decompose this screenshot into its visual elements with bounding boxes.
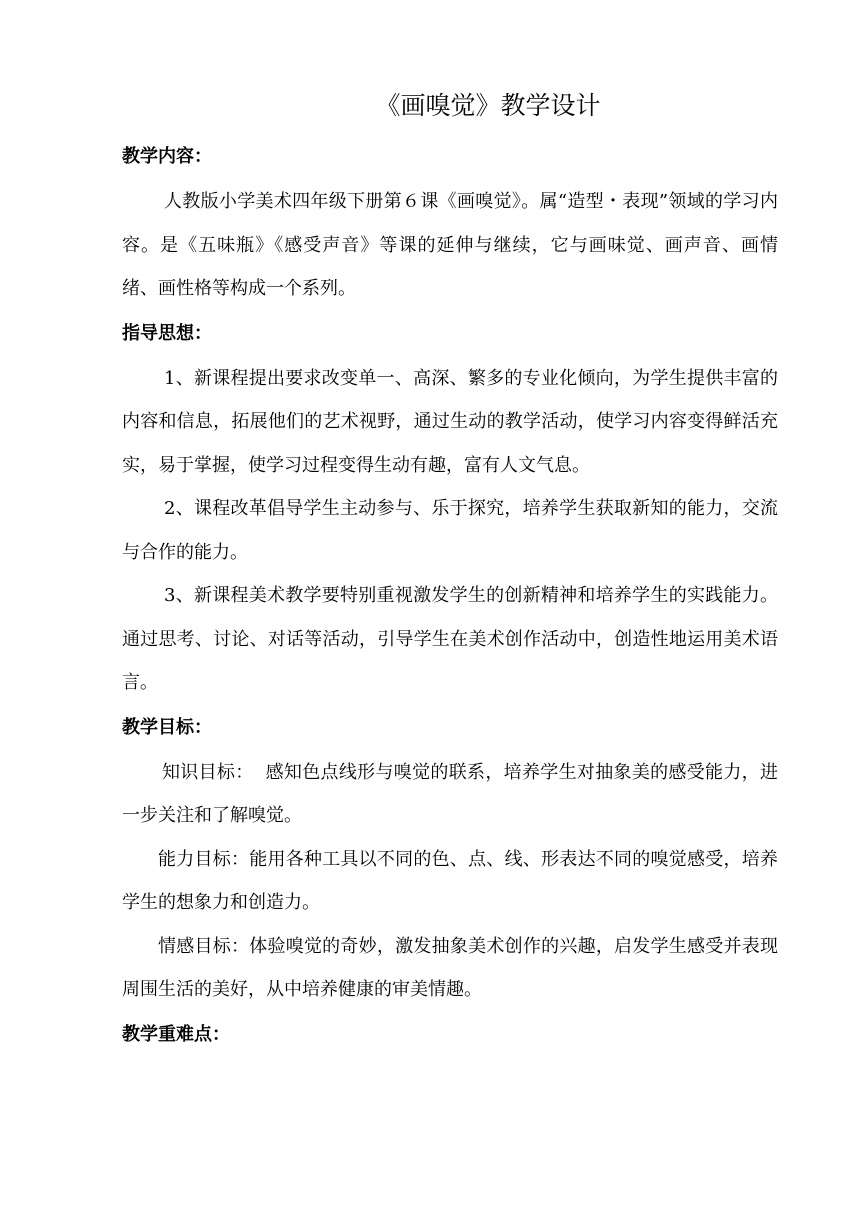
section-heading-guiding-thought: 指导思想： <box>122 322 212 344</box>
ability-goal-paragraph: 能力目标：能用各种工具以不同的色、点、线、形表达不同的嗅觉感受，培养学生的想象力和创造力。 <box>122 848 778 913</box>
document-page <box>122 86 778 1058</box>
section-heading-key-difficulties: 教学重难点： <box>122 1023 230 1045</box>
section-heading-teaching-goals: 教学目标： <box>122 716 212 738</box>
knowledge-goal-paragraph: 知识目标： 感知色点线形与嗅觉的联系，培养学生对抽象美的感受能力，进一步关注和了解嗅觉。 <box>122 761 778 826</box>
guiding-thought-paragraph-1: 1、新课程提出要求改变单一、高深、繁多的专业化倾向，为学生提供丰富的内容和信息，拓展他们的艺术视野，通过生动的教学活动，使学习内容变得鲜活充实，易于掌握，使学习过程变得生动有趣，富有人文气息。 <box>122 367 778 476</box>
document-title: 《画嗅觉》教学设计 <box>375 91 601 120</box>
content-paragraph: 人教版小学美术四年级下册第６课《画嗅觉》。属“造型・表现”领域的学习内容。是《五味瓶》《感受声音》等课的延伸与继续，它与画味觉、画声音、画情绪、画性格等构成一个系列。 <box>122 191 778 299</box>
guiding-thought-paragraph-2: 2、课程改革倡导学生主动参与、乐于探究，培养学生获取新知的能力，交流与合作的能力。 <box>122 498 778 563</box>
emotion-goal-paragraph: 情感目标：体验嗅觉的奇妙，激发抽象美术创作的兴趣，启发学生感受并表现周围生活的美好，从中培养健康的审美情趣。 <box>122 935 778 1000</box>
section-heading-content: 教学内容： <box>122 146 212 167</box>
guiding-thought-paragraph-3: 3、新课程美术教学要特别重视激发学生的创新精神和培养学生的实践能力。通过思考、讨论、对话等活动，引导学生在美术创作活动中，创造性地运用美术语言。 <box>122 585 778 693</box>
